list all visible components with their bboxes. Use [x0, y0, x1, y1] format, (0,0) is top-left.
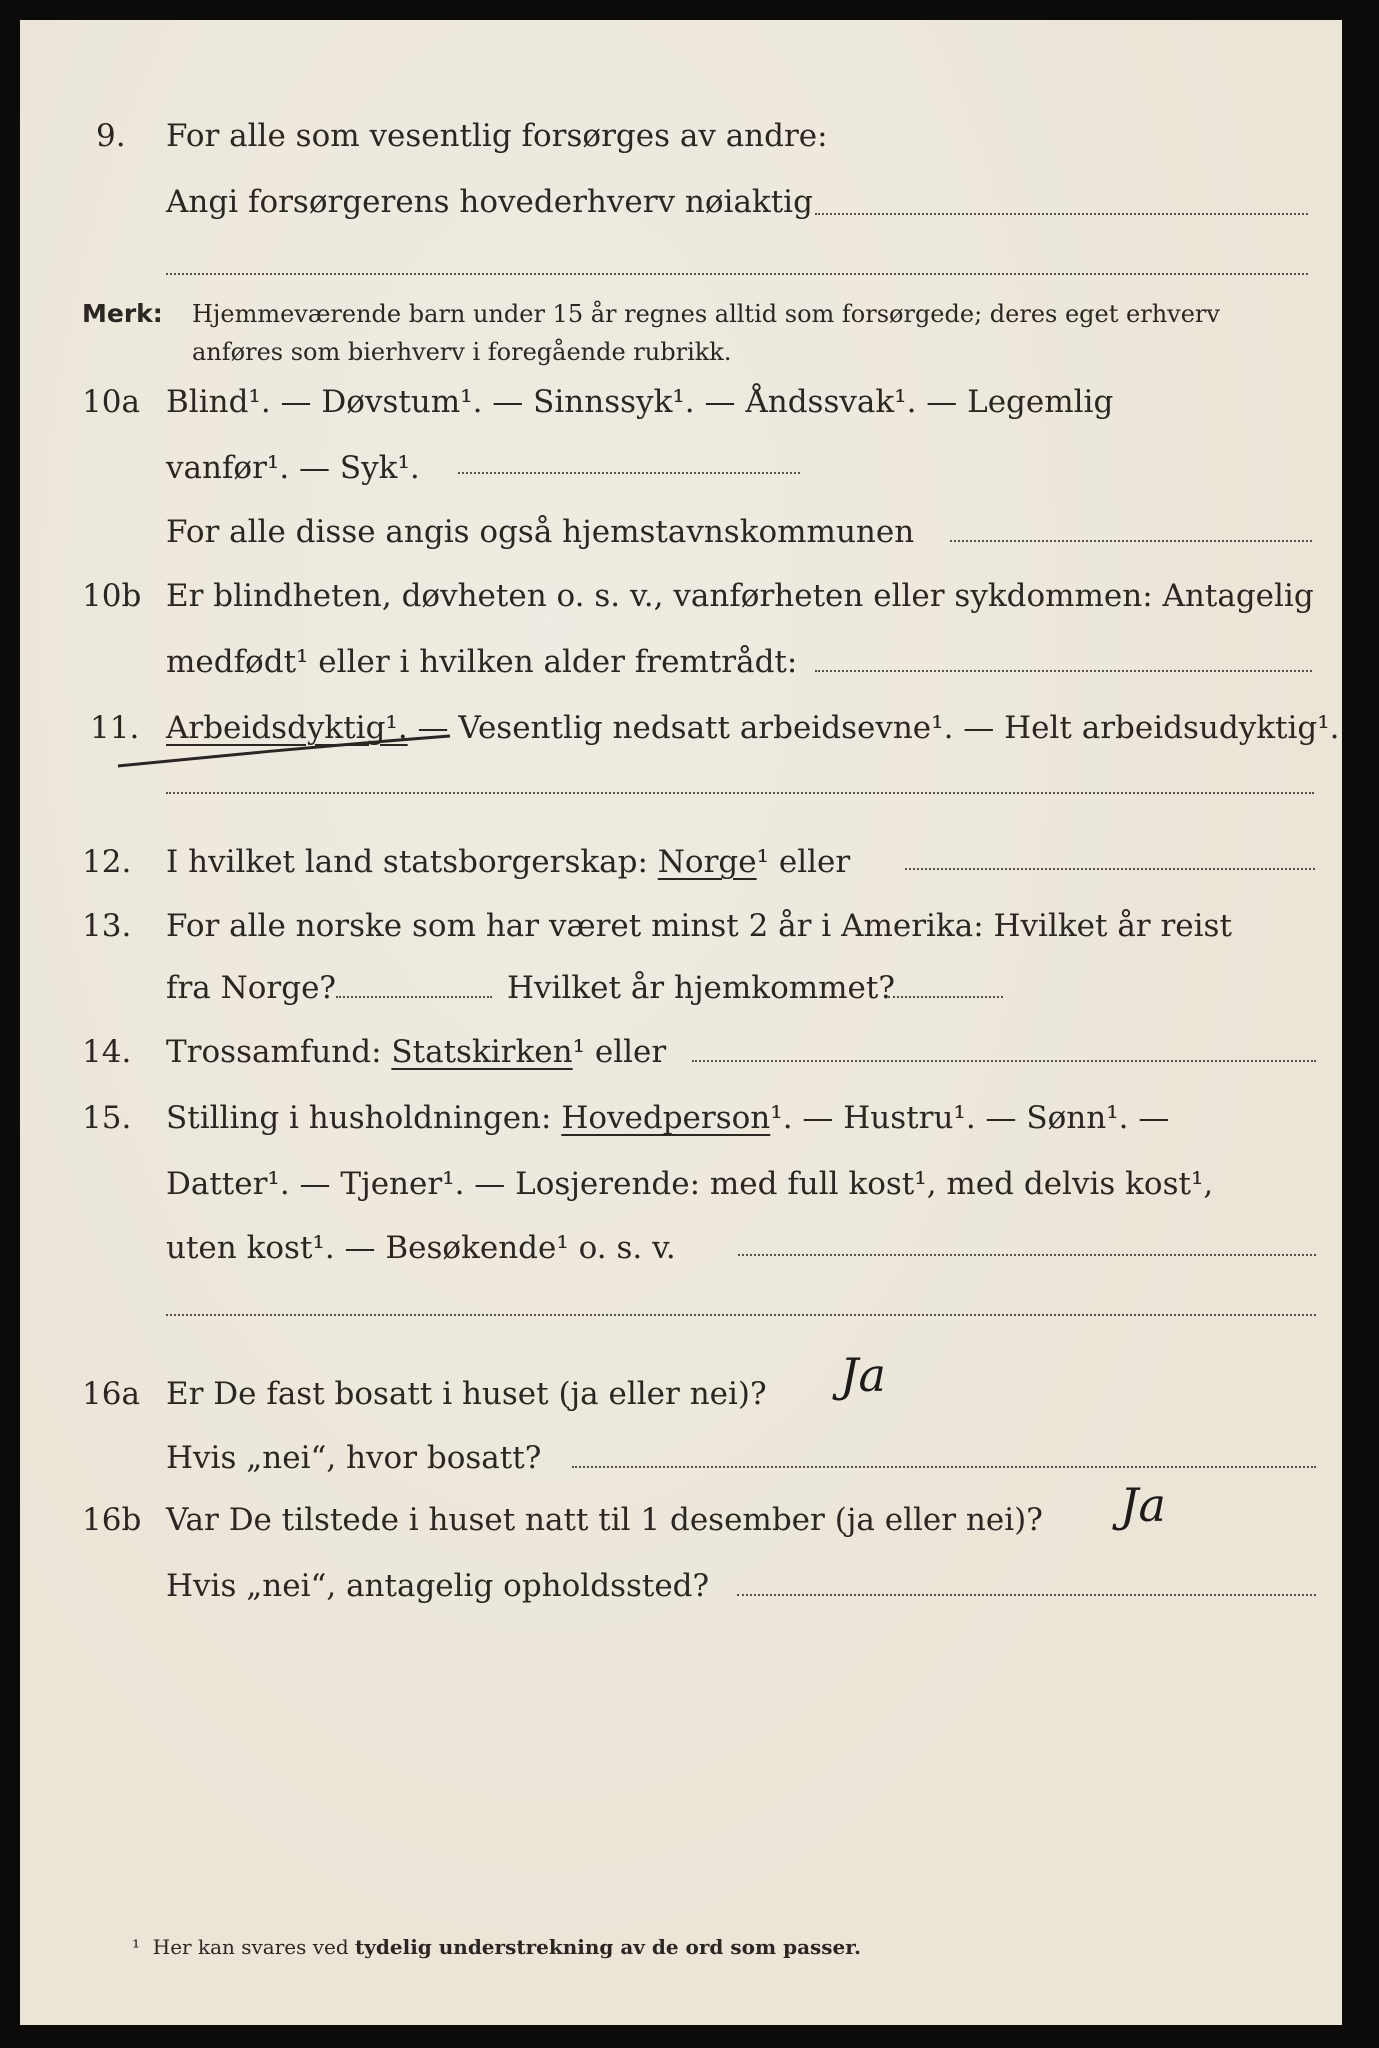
item-13-hjemkommet-line[interactable]	[888, 996, 1003, 998]
item-10b-number: 10b	[82, 578, 142, 614]
item-12-selected-norge[interactable]: Norge	[657, 844, 757, 880]
item-11-selected-option[interactable]: Arbeidsdyktig¹.	[166, 710, 408, 746]
item-15-options-line-3: uten kost¹. — Besøkende¹ o. s. v.	[166, 1230, 676, 1266]
item-14-question	[166, 1032, 666, 1072]
item-16a-handwritten-answer[interactable]: Ja	[840, 1348, 886, 1402]
item-12-eller: eller	[769, 844, 851, 880]
item-14-eller: eller	[585, 1034, 667, 1070]
item-13-hjemkommet-label: Hvilket år hjemkommet?	[507, 970, 895, 1006]
item-11-other-options: — Vesentlig nedsatt arbeidsevne¹. — Helt arbeidsudyktig¹.	[407, 710, 1340, 746]
item-9-question: For alle som vesentlig forsørges av andre:	[166, 118, 828, 154]
item-12-question	[166, 842, 850, 882]
item-10a-options: Blind¹. — Døvstum¹. — Sinnssyk¹. — Åndssvak¹. — Legemlig	[166, 384, 1114, 420]
footnote	[132, 1927, 861, 1967]
item-16b-opholdssted-label: Hvis „nei“, antagelig opholdssted?	[166, 1568, 710, 1604]
item-13-question: For alle norske som har været minst 2 år i Amerika: Hvilket år reist	[166, 908, 1232, 944]
item-12-number: 12.	[82, 844, 132, 880]
item-16a-number: 16a	[82, 1376, 140, 1412]
item-10b-question: Er blindheten, døvheten o. s. v., vanførheten eller sykdommen: Antagelig	[166, 578, 1314, 614]
item-10a-options-cont: vanfør¹. — Syk¹.	[166, 450, 420, 486]
item-10a-number: 10a	[82, 384, 140, 420]
item-10b-answer-line[interactable]	[815, 670, 1312, 672]
item-11-options	[166, 708, 1340, 748]
item-14-selected-statskirken[interactable]: Statskirken	[391, 1034, 573, 1070]
item-15-number: 15.	[82, 1100, 132, 1136]
item-14-answer-line[interactable]	[692, 1060, 1316, 1062]
item-15-selected-hovedperson[interactable]: Hovedperson	[561, 1100, 771, 1136]
merk-text-line-1: Hjemmeværende barn under 15 år regnes alltid som forsørgede; deres eget erhverv	[192, 300, 1220, 328]
item-15-answer-line[interactable]	[738, 1254, 1316, 1256]
item-14-label: Trossamfund:	[166, 1034, 392, 1070]
item-13-reist-line[interactable]	[336, 996, 492, 998]
item-15-label: Stilling i husholdningen:	[166, 1100, 562, 1136]
item-13-number: 13.	[82, 908, 132, 944]
item-15-options: ¹. — Hustru¹. — Sønn¹. —	[770, 1100, 1170, 1136]
item-10a-hjemstavn: For alle disse angis også hjemstavnskommunen	[166, 514, 915, 550]
item-9-answer-line[interactable]	[815, 213, 1308, 215]
item-16b-opholdssted-line[interactable]	[737, 1594, 1316, 1596]
item-10a-answer-line[interactable]	[458, 472, 800, 474]
item-10b-question-cont: medfødt¹ eller i hvilken alder fremtrådt:	[166, 644, 798, 680]
item-9-answer-line-2[interactable]	[166, 273, 1308, 275]
item-15-question	[166, 1098, 1169, 1138]
item-13-reist-label: fra Norge?	[166, 970, 337, 1006]
item-11-answer-line[interactable]	[166, 792, 1314, 794]
item-11-pen-underline	[20, 20, 21, 21]
item-9-instruction: Angi forsørgerens hovederhverv nøiaktig	[166, 184, 813, 220]
item-16a-bosatt-line[interactable]	[572, 1466, 1316, 1468]
census-form-page	[20, 20, 1342, 2025]
merk-label: Merk:	[82, 299, 163, 328]
item-16a-bosatt-label: Hvis „nei“, hvor bosatt?	[166, 1440, 542, 1476]
item-14-footnote-mark: ¹	[572, 1034, 585, 1070]
item-10a-hjemstavn-line[interactable]	[950, 540, 1312, 542]
footnote-mark: ¹	[132, 1935, 141, 1959]
item-12-footnote-mark: ¹	[756, 844, 770, 880]
footnote-bold-text: tydelig understrekning av de ord som passer.	[355, 1935, 861, 1959]
item-12-label: I hvilket land statsborgerskap:	[166, 844, 658, 880]
item-16b-number: 16b	[82, 1502, 142, 1538]
footnote-text: Her kan svares ved	[152, 1935, 356, 1959]
item-16b-handwritten-answer[interactable]: Ja	[1120, 1478, 1166, 1532]
item-14-number: 14.	[82, 1034, 132, 1070]
merk-text-line-2: anføres som bierhverv i foregående rubrikk.	[192, 338, 732, 366]
item-11-number: 11.	[90, 710, 140, 746]
item-15-options-line-2: Datter¹. — Tjener¹. — Losjerende: med full kost¹, med delvis kost¹,	[166, 1166, 1214, 1202]
item-9-number: 9.	[96, 118, 126, 154]
item-15-answer-line-2[interactable]	[166, 1314, 1316, 1316]
item-16a-question: Er De fast bosatt i huset (ja eller nei)?	[166, 1376, 767, 1412]
item-12-answer-line[interactable]	[905, 868, 1315, 870]
item-16b-question: Var De tilstede i huset natt til 1 desember (ja eller nei)?	[166, 1502, 1043, 1538]
